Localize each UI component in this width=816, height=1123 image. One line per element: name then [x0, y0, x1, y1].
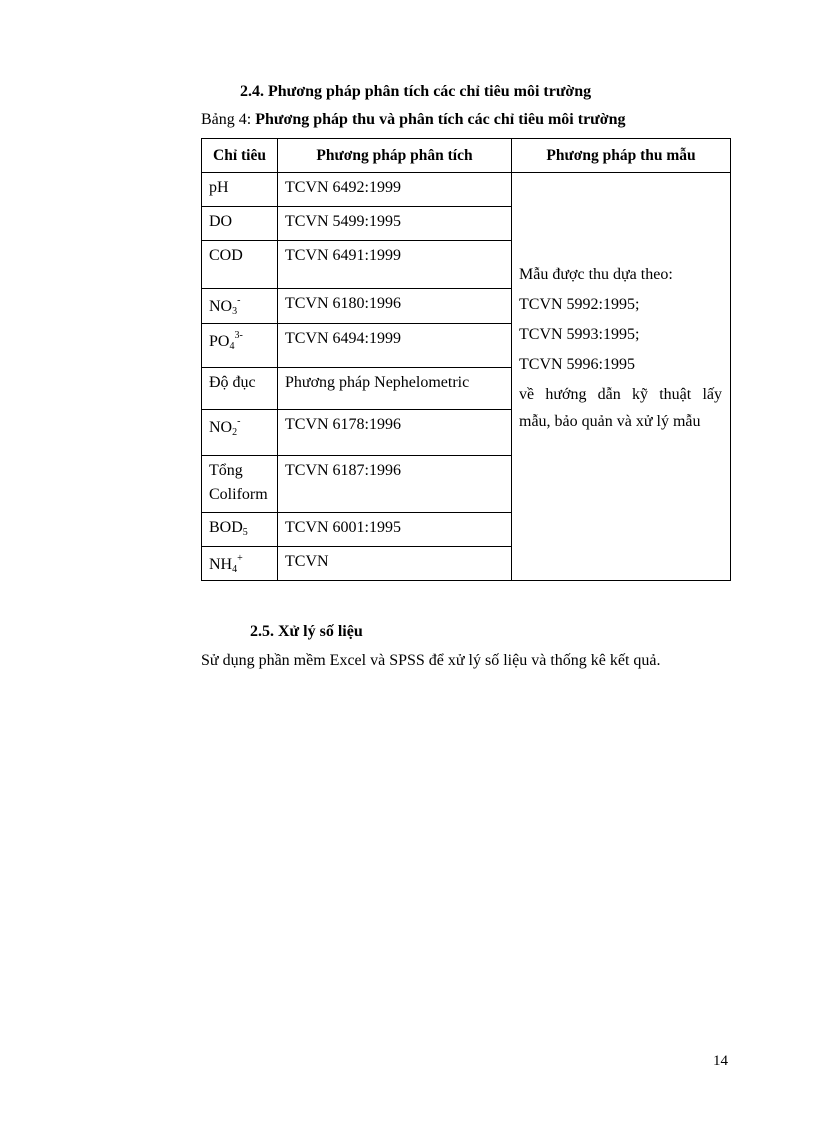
indicator-cell: Tổng Coliform [202, 456, 278, 513]
table-header-row [202, 139, 731, 173]
indicator-cell: Độ đục [202, 368, 278, 410]
sampling-line: về hướng dẫn kỹ thuật lấy [519, 386, 722, 403]
method-cell: TCVN 6187:1996 [278, 456, 512, 513]
table-caption-title: Phương pháp thu và phân tích các chỉ tiêu môi trường [255, 111, 626, 128]
table-caption-prefix: Bảng 4: [201, 111, 256, 128]
sampling-method-cell [512, 173, 731, 581]
sampling-line: TCVN 5993:1995; [519, 326, 640, 343]
indicator-cell: $BOD_5$ [202, 513, 278, 547]
indicator-cell: pH [202, 173, 278, 207]
header-indicator: Chỉ tiêu [202, 139, 278, 173]
method-cell: Phương pháp Nephelometric [278, 368, 512, 410]
section-body-text: Sử dụng phần mềm Excel và SPSS để xử lý số liệu và thống kê kết quả. [201, 652, 661, 669]
method-cell: TCVN [278, 547, 512, 581]
indicator-cell: $NO_3^-$ [202, 289, 278, 324]
section-heading-2-4: 2.4. Phương pháp phân tích các chỉ tiêu môi trường [240, 83, 592, 100]
table-caption [201, 111, 626, 129]
page-number: 14 [713, 1053, 728, 1069]
table-row [202, 173, 731, 207]
indicator-cell: $PO_4^{3-}$ [202, 324, 278, 368]
header-analysis-method: Phương pháp phân tích [278, 139, 512, 173]
method-cell: TCVN 5499:1995 [278, 207, 512, 241]
method-cell: TCVN 6178:1996 [278, 410, 512, 456]
header-sampling-method: Phương pháp thu mẫu [512, 139, 731, 173]
methods-table [201, 138, 731, 581]
indicator-cell: $NO_2^-$ [202, 410, 278, 456]
method-cell: TCVN 6001:1995 [278, 513, 512, 547]
method-cell: TCVN 6491:1999 [278, 241, 512, 289]
sampling-line: TCVN 5992:1995; [519, 296, 640, 313]
sampling-line: TCVN 5996:1995 [519, 356, 635, 373]
method-cell: TCVN 6492:1999 [278, 173, 512, 207]
indicator-cell: COD [202, 241, 278, 289]
section-heading-2-5: 2.5. Xử lý số liệu [250, 623, 363, 640]
method-cell: TCVN 6180:1996 [278, 289, 512, 324]
indicator-cell: $NH_4^+$ [202, 547, 278, 581]
method-cell: TCVN 6494:1999 [278, 324, 512, 368]
sampling-line: mẫu, bảo quản và xử lý mẫu [519, 413, 701, 430]
indicator-cell: DO [202, 207, 278, 241]
sampling-line: Mẫu được thu dựa theo: [519, 266, 673, 283]
